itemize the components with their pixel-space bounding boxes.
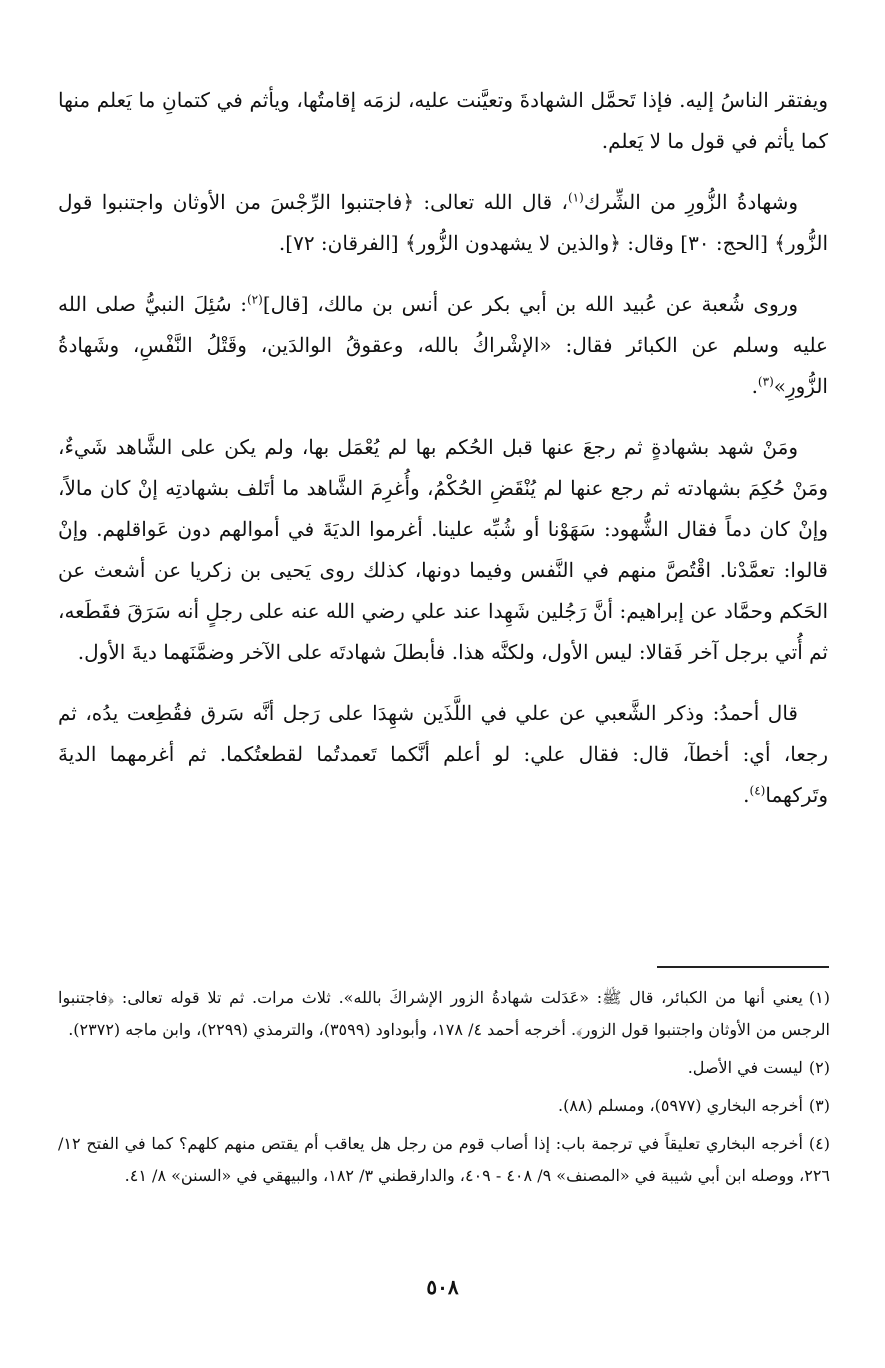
paragraph-3-text-end: .: [751, 374, 758, 398]
footnote-1-number: (١): [808, 988, 830, 1007]
paragraph-5: [58, 693, 828, 816]
footnote-ref-3[interactable]: (٣): [757, 374, 774, 389]
footnote-2: [58, 1052, 830, 1084]
footnote-1: [58, 982, 830, 1046]
paragraph-2-text: وشهادةُ الزُّورِ من الشِّرك: [583, 190, 798, 214]
footnote-ref-2[interactable]: (٢): [246, 292, 263, 307]
footnote-ref-1[interactable]: (١): [567, 190, 584, 205]
paragraph-1: [58, 80, 828, 162]
paragraph-4: [58, 427, 828, 673]
paragraph-1-text: ويفتقر الناسُ إليه. فإذا تَحمَّل الشهادةَ وتعيَّنت عليه، لزمَه إقامتُها، ويأثم في كتمانِ ما يَعلم منها كما يأثم في قول ما لا يَعلم.: [58, 88, 828, 153]
paragraph-2: [58, 182, 828, 264]
footnote-1-text: يعني أنها من الكبائر، قال ﷺ: «عَدَلت شهادةُ الزور الإشراكَ بالله». ثلاث مرات. ثم تلا قوله تعالى: ﴿فاجتنبوا الرجس من الأوثان واجتنبوا قول الزور﴾. أخرجه أحمد ٤/ ١٧٨، وأبوداود (٣٥٩٩)، والترمذي (٢٢٩٩)، وابن ماجه (٢٣٧٢).: [58, 988, 830, 1039]
paragraph-5-text: قال أحمدُ: وذكر الشَّعبي عن علي في اللَّذَين شهِدَا على رَجل أنَّه سَرق فقُطِعت يدُه، ثم رجعا، أي: أخطآ، قال: فقال علي: لو أعلم أنَّكما تَعمدتُما لقطعتُكما. ثم أغرمهما الديةَ وتَركهما: [58, 701, 828, 807]
footnote-2-number: (٢): [808, 1058, 830, 1077]
main-text: [58, 80, 828, 836]
paragraph-2-text-after: ، قال الله تعالى: ﴿فاجتنبوا الرِّجْسَ من الأوثان واجتنبوا قول الزُّور﴾ [الحج: ٣٠] وقال: ﴿والذين لا يشهدون الزُّور﴾ [الفرقان: ٧٢].: [58, 190, 828, 255]
footnote-4-text: أخرجه البخاري تعليقاً في ترجمة باب: إذا أصاب قوم من رجل هل يعاقب أم يقتص منهم كلهم؟ كما في الفتح ١٢/ ٢٢٦، ووصله ابن أبي شيبة في «المصنف» ٩/ ٤٠٨ - ٤٠٩، والدارقطني ٣/ ١٨٢، والبيهقي في «السنن» ٨/ ٤١.: [58, 1134, 830, 1185]
footnote-3: [58, 1090, 830, 1122]
paragraph-3: [58, 284, 828, 407]
paragraph-5-text-after: .: [743, 783, 750, 807]
paragraph-3-text-after: : سُئِلَ النبيُّ صلى الله عليه وسلم عن الكبائر فقال: «الإشْراكُ بالله، وعقوقُ الوالدَين، وقَتْلُ النَّفْسِ، وشَهادةُ الزُّورِ»: [58, 292, 828, 398]
footnote-4: [58, 1128, 830, 1192]
footnote-separator: [657, 966, 829, 968]
footnote-4-number: (٤): [808, 1134, 830, 1153]
footnotes: [58, 982, 830, 1198]
paragraph-3-text: وروى شُعبة عن عُبيد الله بن أبي بكر عن أنس بن مالك، [قال]: [262, 292, 798, 316]
page-number: ٥٠٨: [426, 1275, 459, 1299]
footnote-2-text: ليست في الأصل.: [687, 1058, 803, 1077]
paragraph-4-text: ومَنْ شهد بشهادةٍ ثم رجعَ عنها قبل الحُكم بها لم يُعْمَل بها، ولم يكن على الشَّاهد شَيءٌ، ومَنْ حُكِمَ بشهادته ثم رجع عنها لم يُنْقَضِ الحُكْمُ، وأُغرِمَ الشَّاهد ما أتَلف بشهادتِه إنْ كان مالاً، وإنْ كان دماً فقال الشُّهود: سَهَوْنا أو شُبِّه علينا. أغرموا الديَةَ في أموالهم دون عَواقلهم. وإنْ قالوا: تعمَّدْنا. اقْتُصَّ منهم في النَّفس وفيما دونها، كذلك روى يَحيى بن زكريا عن أشعث عن الحَكم وحمَّاد عن إبراهيم: أنَّ رَجُلين شَهِدا عند علي رضي الله عنه على رجلٍ أنه سَرَقَ فقَطَعه، ثم أُتي برجل آخر فَقالا: ليس الأول، ولكنَّه هذا. فأبطلَ شهادتَه على الآخر وضمَّنَهما ديةَ الأول.: [58, 435, 828, 664]
footnote-3-number: (٣): [808, 1096, 830, 1115]
footnote-3-text: أخرجه البخاري (٥٩٧٧)، ومسلم (٨٨).: [558, 1096, 803, 1115]
footnote-ref-4[interactable]: (٤): [749, 783, 766, 798]
